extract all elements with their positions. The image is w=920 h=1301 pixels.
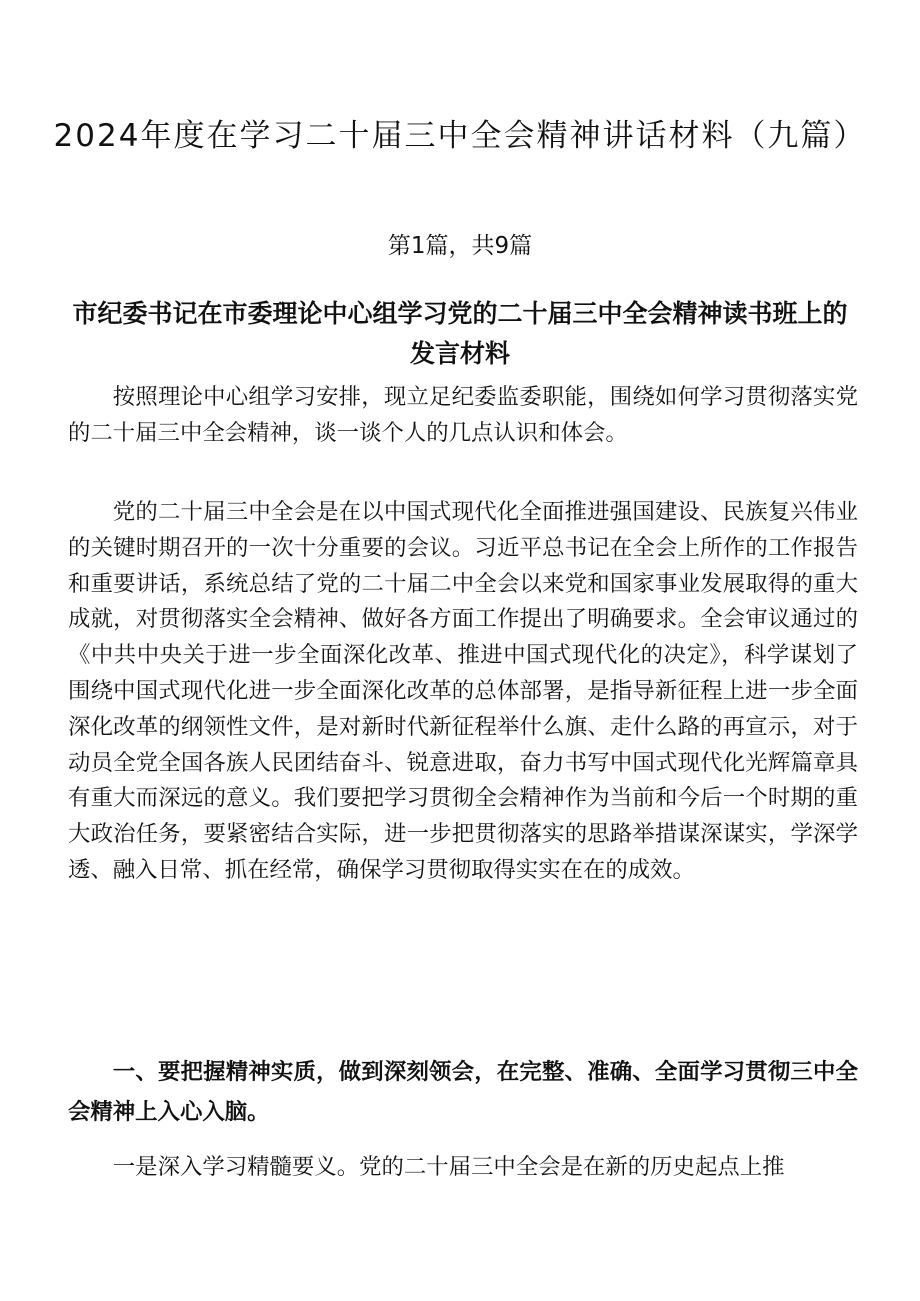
part-label: 第1篇，共9篇 bbox=[387, 233, 533, 259]
section-heading-one: 一、要把握精神实质，做到深刻领会，在完整、准确、全面学习贯彻三中全会精神上入心入脑。 bbox=[68, 1059, 858, 1125]
article-title: 市纪委书记在市委理论中心组学习党的二十届三中全会精神读书班上的发言材料 bbox=[72, 299, 848, 368]
paragraph-plenum: 党的二十届三中全会是在以中国式现代化全面推进强国建设、民族复兴伟业的关键时期召开的一次十分重要的会议。习近平总书记在全会上所作的工作报告和重要讲话，系统总结了党的二十届二中全会以来党和国家事业发展取得的重大成就，对贯彻落实全会精神、做好各方面工作提出了明确要求。全会审议通过的《中共中央关于进一步全面深化改革、推进中国式现代化的决定》，科学谋划了围绕中国式现代化进一步全面深化改革的总体部署，是指导新征程上进一步全面深化改革的纲领性文件，是对新时代新征程举什么旗、走什么路的再宣示，对于动员全党全国各族人民团结奋斗、锐意进取，奋力书写中国式现代化光辉篇章具有重大而深远的意义。我们要把学习贯彻全会精神作为当前和今后一个时期的重大政治任务，要紧密结合实际，进一步把贯彻落实的思路举措谋深谋实，学深学透、融入日常、抓在经常，确保学习贯彻取得实实在在的成效。 bbox=[68, 499, 858, 883]
paragraph-intro: 按照理论中心组学习安排，现立足纪委监委职能，围绕如何学习贯彻落实党的二十届三中全会精神，谈一谈个人的几点认识和体会。 bbox=[68, 384, 858, 446]
document-title: 2024年度在学习二十届三中全会精神讲话材料（九篇） bbox=[53, 118, 867, 154]
paragraph-section-one: 一是深入学习精髓要义。党的二十届三中全会是在新的历史起点上推 bbox=[112, 1154, 785, 1180]
